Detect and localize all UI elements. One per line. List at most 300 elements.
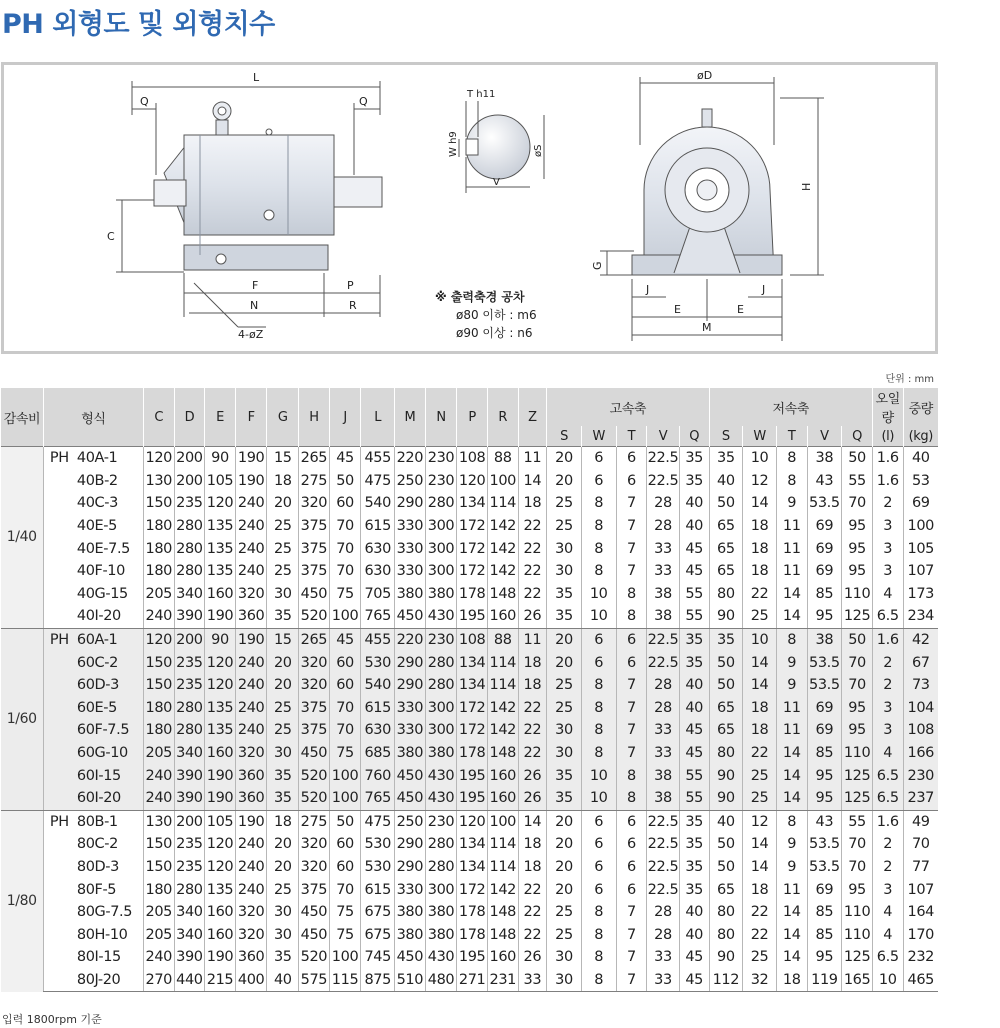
header-ls-W: W	[743, 426, 777, 447]
value-cell: 300	[425, 515, 457, 538]
value-cell: 95	[807, 946, 842, 969]
value-cell: 110	[842, 923, 873, 946]
value-cell: 380	[425, 901, 457, 924]
value-cell: 375	[299, 537, 330, 560]
value-cell: 165	[842, 969, 873, 992]
value-cell: 80	[709, 742, 743, 765]
value-cell: 90	[709, 764, 743, 787]
value-cell: 22.5	[647, 470, 680, 493]
value-cell: 70	[842, 674, 873, 697]
value-cell: 7	[616, 901, 647, 924]
value-cell: 8	[776, 628, 807, 651]
model-code: 40I-20	[76, 608, 121, 625]
model-cell	[43, 674, 143, 697]
value-cell: 125	[842, 946, 873, 969]
value-cell: 38	[807, 628, 842, 651]
label-J-left: J	[646, 283, 650, 296]
value-cell: 18	[743, 515, 777, 538]
value-cell: 25	[743, 605, 777, 628]
value-cell: 55	[679, 764, 709, 787]
value-cell: 69	[807, 719, 842, 742]
value-cell: 18	[743, 878, 777, 901]
value-cell: 107	[903, 560, 938, 583]
value-cell: 35	[267, 764, 299, 787]
value-cell: 390	[174, 605, 205, 628]
value-cell: 180	[143, 537, 174, 560]
value-cell: 22.5	[647, 651, 680, 674]
value-cell: 22	[518, 515, 547, 538]
value-cell: 4	[872, 923, 903, 946]
table-row	[1, 605, 939, 628]
value-cell: 95	[842, 719, 873, 742]
header-high-speed: 고속축	[547, 388, 709, 426]
value-cell: 73	[903, 674, 938, 697]
value-cell: 135	[205, 878, 236, 901]
value-cell: 450	[395, 946, 426, 969]
model-cell	[43, 583, 143, 606]
value-cell: 95	[807, 787, 842, 810]
value-cell: 11	[776, 719, 807, 742]
value-cell: 148	[487, 901, 518, 924]
value-cell: 6	[581, 878, 616, 901]
value-cell: 10	[743, 447, 777, 470]
model-cell	[43, 810, 143, 833]
value-cell: 90	[709, 605, 743, 628]
value-cell: 75	[329, 583, 361, 606]
value-cell: 6	[581, 810, 616, 833]
value-cell: 180	[143, 697, 174, 720]
value-cell: 235	[174, 674, 205, 697]
value-cell: 22	[518, 742, 547, 765]
value-cell: 15	[267, 628, 299, 651]
value-cell: 11	[776, 697, 807, 720]
value-cell: 120	[205, 856, 236, 879]
model-code: 80B-1	[76, 813, 118, 830]
value-cell: 40	[267, 969, 299, 992]
value-cell: 95	[807, 605, 842, 628]
model-code: 60I-15	[76, 767, 121, 784]
value-cell: 65	[709, 878, 743, 901]
model-code: 80I-15	[76, 949, 121, 966]
value-cell: 35	[679, 833, 709, 856]
table-row	[1, 833, 939, 856]
value-cell: 380	[395, 583, 426, 606]
model-code: 80J-20	[76, 971, 121, 988]
value-cell: 75	[329, 901, 361, 924]
side-view	[116, 81, 382, 327]
value-cell: 540	[361, 492, 395, 515]
value-cell: 2	[872, 492, 903, 515]
header-P: P	[457, 388, 488, 447]
value-cell: 85	[807, 742, 842, 765]
value-cell: 33	[647, 946, 680, 969]
value-cell: 340	[174, 583, 205, 606]
value-cell: 40	[679, 697, 709, 720]
value-cell: 178	[457, 923, 488, 946]
value-cell: 450	[395, 787, 426, 810]
value-cell: 105	[205, 810, 236, 833]
value-cell: 180	[143, 719, 174, 742]
header-hs-S: S	[547, 426, 582, 447]
value-cell: 375	[299, 515, 330, 538]
value-cell: 455	[361, 628, 395, 651]
value-cell: 142	[487, 697, 518, 720]
value-cell: 35	[267, 946, 299, 969]
value-cell: 150	[143, 674, 174, 697]
value-cell: 180	[143, 515, 174, 538]
value-cell: 172	[457, 515, 488, 538]
value-cell: 25	[267, 560, 299, 583]
value-cell: 25	[547, 901, 582, 924]
value-cell: 104	[903, 697, 938, 720]
value-cell: 26	[518, 605, 547, 628]
value-cell: 30	[547, 969, 582, 992]
value-cell: 33	[647, 560, 680, 583]
value-cell: 172	[457, 537, 488, 560]
value-cell: 95	[842, 515, 873, 538]
value-cell: 8	[581, 515, 616, 538]
value-cell: 180	[143, 560, 174, 583]
value-cell: 6	[616, 470, 647, 493]
value-cell: 6	[616, 833, 647, 856]
value-cell: 320	[299, 651, 330, 674]
value-cell: 450	[299, 583, 330, 606]
value-cell: 9	[776, 651, 807, 674]
value-cell: 178	[457, 583, 488, 606]
value-cell: 18	[743, 719, 777, 742]
value-cell: 166	[903, 742, 938, 765]
value-cell: 615	[361, 697, 395, 720]
value-cell: 270	[143, 969, 174, 992]
value-cell: 630	[361, 537, 395, 560]
table-row	[1, 492, 939, 515]
value-cell: 30	[547, 560, 582, 583]
value-cell: 53.5	[807, 651, 842, 674]
table-row	[1, 856, 939, 879]
value-cell: 90	[709, 946, 743, 969]
value-cell: 240	[235, 537, 267, 560]
value-cell: 8	[616, 605, 647, 628]
value-cell: 4	[872, 583, 903, 606]
value-cell: 14	[776, 764, 807, 787]
value-cell: 7	[616, 742, 647, 765]
value-cell: 280	[425, 833, 457, 856]
table-row	[1, 537, 939, 560]
value-cell: 240	[143, 764, 174, 787]
value-cell: 28	[647, 901, 680, 924]
value-cell: 70	[329, 515, 361, 538]
value-cell: 290	[395, 492, 426, 515]
value-cell: 14	[518, 810, 547, 833]
value-cell: 110	[842, 583, 873, 606]
value-cell: 8	[581, 923, 616, 946]
value-cell: 65	[709, 697, 743, 720]
value-cell: 22.5	[647, 447, 680, 470]
value-cell: 20	[267, 492, 299, 515]
value-cell: 6	[616, 810, 647, 833]
value-cell: 70	[842, 833, 873, 856]
value-cell: 240	[235, 492, 267, 515]
value-cell: 70	[842, 651, 873, 674]
model-cell	[43, 651, 143, 674]
value-cell: 240	[235, 560, 267, 583]
value-cell: 520	[299, 764, 330, 787]
value-cell: 70	[842, 856, 873, 879]
value-cell: 22.5	[647, 856, 680, 879]
value-cell: 300	[425, 719, 457, 742]
value-cell: 14	[743, 492, 777, 515]
dimension-drawing	[1, 62, 938, 354]
header-H: H	[299, 388, 330, 447]
value-cell: 8	[581, 742, 616, 765]
value-cell: 53.5	[807, 856, 842, 879]
value-cell: 510	[395, 969, 426, 992]
value-cell: 45	[329, 628, 361, 651]
value-cell: 114	[487, 674, 518, 697]
value-cell: 8	[581, 560, 616, 583]
value-cell: 26	[518, 764, 547, 787]
value-cell: 114	[487, 833, 518, 856]
value-cell: 20	[547, 833, 582, 856]
label-L: L	[253, 71, 260, 84]
value-cell: 33	[647, 719, 680, 742]
value-cell: 190	[235, 810, 267, 833]
value-cell: 530	[361, 651, 395, 674]
value-cell: 33	[647, 969, 680, 992]
value-cell: 22	[518, 560, 547, 583]
model-cell	[43, 470, 143, 493]
value-cell: 50	[709, 492, 743, 515]
value-cell: 240	[235, 878, 267, 901]
value-cell: 475	[361, 810, 395, 833]
value-cell: 190	[205, 946, 236, 969]
model-code: 60E-5	[76, 699, 117, 716]
front-view	[600, 77, 824, 341]
value-cell: 675	[361, 901, 395, 924]
table-row	[1, 447, 939, 470]
value-cell: 70	[329, 878, 361, 901]
value-cell: 540	[361, 674, 395, 697]
model-cell	[43, 923, 143, 946]
value-cell: 375	[299, 878, 330, 901]
model-cell	[43, 719, 143, 742]
value-cell: 88	[487, 447, 518, 470]
value-cell: 125	[842, 787, 873, 810]
value-cell: 40	[679, 515, 709, 538]
value-cell: 25	[743, 946, 777, 969]
value-cell: 375	[299, 719, 330, 742]
value-cell: 450	[299, 923, 330, 946]
value-cell: 195	[457, 605, 488, 628]
value-cell: 530	[361, 833, 395, 856]
value-cell: 12	[743, 810, 777, 833]
value-cell: 20	[267, 856, 299, 879]
header-hs-V: V	[647, 426, 680, 447]
value-cell: 18	[267, 810, 299, 833]
value-cell: 3	[872, 697, 903, 720]
value-cell: 4	[872, 901, 903, 924]
header-F: F	[235, 388, 267, 447]
table-row	[1, 787, 939, 810]
value-cell: 240	[143, 787, 174, 810]
value-cell: 25	[267, 537, 299, 560]
value-cell: 22	[518, 719, 547, 742]
value-cell: 40	[709, 810, 743, 833]
value-cell: 8	[581, 719, 616, 742]
value-cell: 6	[581, 651, 616, 674]
value-cell: 22.5	[647, 878, 680, 901]
value-cell: 134	[457, 651, 488, 674]
label-N: N	[250, 299, 259, 312]
value-cell: 22	[743, 742, 777, 765]
value-cell: 30	[267, 923, 299, 946]
value-cell: 380	[395, 901, 426, 924]
value-cell: 430	[425, 764, 457, 787]
value-cell: 9	[776, 492, 807, 515]
value-cell: 60	[329, 651, 361, 674]
header-Z: Z	[518, 388, 547, 447]
value-cell: 340	[174, 742, 205, 765]
value-cell: 12	[743, 470, 777, 493]
value-cell: 205	[143, 901, 174, 924]
label-V: V	[493, 177, 500, 188]
value-cell: 25	[267, 719, 299, 742]
value-cell: 290	[395, 856, 426, 879]
value-cell: 45	[679, 946, 709, 969]
value-cell: 53.5	[807, 674, 842, 697]
value-cell: 142	[487, 537, 518, 560]
value-cell: 88	[487, 628, 518, 651]
value-cell: 100	[329, 946, 361, 969]
value-cell: 170	[903, 923, 938, 946]
value-cell: 160	[205, 742, 236, 765]
value-cell: 90	[205, 628, 236, 651]
value-cell: 205	[143, 583, 174, 606]
value-cell: 215	[205, 969, 236, 992]
value-cell: 22	[743, 923, 777, 946]
value-cell: 110	[842, 901, 873, 924]
value-cell: 390	[174, 946, 205, 969]
value-cell: 235	[174, 492, 205, 515]
value-cell: 14	[776, 605, 807, 628]
value-cell: 190	[235, 628, 267, 651]
value-cell: 280	[174, 537, 205, 560]
value-cell: 10	[872, 969, 903, 992]
value-cell: 45	[329, 447, 361, 470]
value-cell: 190	[205, 605, 236, 628]
value-cell: 190	[235, 470, 267, 493]
value-cell: 575	[299, 969, 330, 992]
value-cell: 148	[487, 923, 518, 946]
value-cell: 114	[487, 492, 518, 515]
table-row	[1, 946, 939, 969]
model-cell	[43, 697, 143, 720]
value-cell: 380	[395, 742, 426, 765]
value-cell: 85	[807, 583, 842, 606]
value-cell: 35	[267, 787, 299, 810]
value-cell: 205	[143, 923, 174, 946]
page-title: PH 외형도 및 외형치수	[2, 9, 275, 40]
value-cell: 50	[329, 810, 361, 833]
model-prefix: PH	[49, 632, 69, 649]
value-cell: 280	[174, 719, 205, 742]
value-cell: 107	[903, 878, 938, 901]
value-cell: 480	[425, 969, 457, 992]
value-cell: 205	[143, 742, 174, 765]
value-cell: 160	[205, 923, 236, 946]
model-prefix: PH	[49, 450, 69, 467]
model-code: 60F-7.5	[76, 722, 130, 739]
value-cell: 6	[616, 878, 647, 901]
value-cell: 290	[395, 651, 426, 674]
value-cell: 8	[581, 969, 616, 992]
value-cell: 320	[235, 742, 267, 765]
value-cell: 25	[547, 492, 582, 515]
value-cell: 14	[743, 833, 777, 856]
value-cell: 28	[647, 697, 680, 720]
value-cell: 240	[235, 719, 267, 742]
value-cell: 22	[518, 923, 547, 946]
model-cell	[43, 901, 143, 924]
value-cell: 95	[842, 697, 873, 720]
value-cell: 300	[425, 697, 457, 720]
value-cell: 55	[679, 787, 709, 810]
value-cell: 390	[174, 764, 205, 787]
value-cell: 35	[547, 787, 582, 810]
value-cell: 7	[616, 515, 647, 538]
ratio-cell: 1/80	[1, 810, 44, 992]
value-cell: 28	[647, 923, 680, 946]
label-W: W h9	[448, 131, 459, 157]
model-prefix: PH	[49, 813, 69, 830]
value-cell: 100	[487, 810, 518, 833]
value-cell: 234	[903, 605, 938, 628]
value-cell: 90	[205, 447, 236, 470]
value-cell: 330	[395, 515, 426, 538]
value-cell: 55	[842, 810, 873, 833]
value-cell: 7	[616, 946, 647, 969]
label-D: øD	[697, 69, 713, 82]
value-cell: 69	[807, 537, 842, 560]
value-cell: 6	[616, 856, 647, 879]
value-cell: 280	[174, 878, 205, 901]
value-cell: 130	[143, 470, 174, 493]
value-cell: 275	[299, 470, 330, 493]
value-cell: 240	[235, 833, 267, 856]
label-Q-right: Q	[359, 95, 368, 108]
value-cell: 8	[616, 764, 647, 787]
value-cell: 90	[709, 787, 743, 810]
table-row	[1, 719, 939, 742]
value-cell: 45	[679, 537, 709, 560]
value-cell: 14	[776, 901, 807, 924]
value-cell: 230	[903, 764, 938, 787]
value-cell: 6	[581, 628, 616, 651]
value-cell: 148	[487, 583, 518, 606]
value-cell: 11	[776, 515, 807, 538]
value-cell: 11	[518, 628, 547, 651]
value-cell: 178	[457, 901, 488, 924]
value-cell: 7	[616, 674, 647, 697]
value-cell: 20	[547, 470, 582, 493]
value-cell: 95	[842, 560, 873, 583]
model-code: 40E-7.5	[76, 540, 130, 557]
header-ls-S: S	[709, 426, 743, 447]
value-cell: 114	[487, 856, 518, 879]
model-cell	[43, 605, 143, 628]
value-cell: 250	[395, 470, 426, 493]
value-cell: 38	[647, 605, 680, 628]
